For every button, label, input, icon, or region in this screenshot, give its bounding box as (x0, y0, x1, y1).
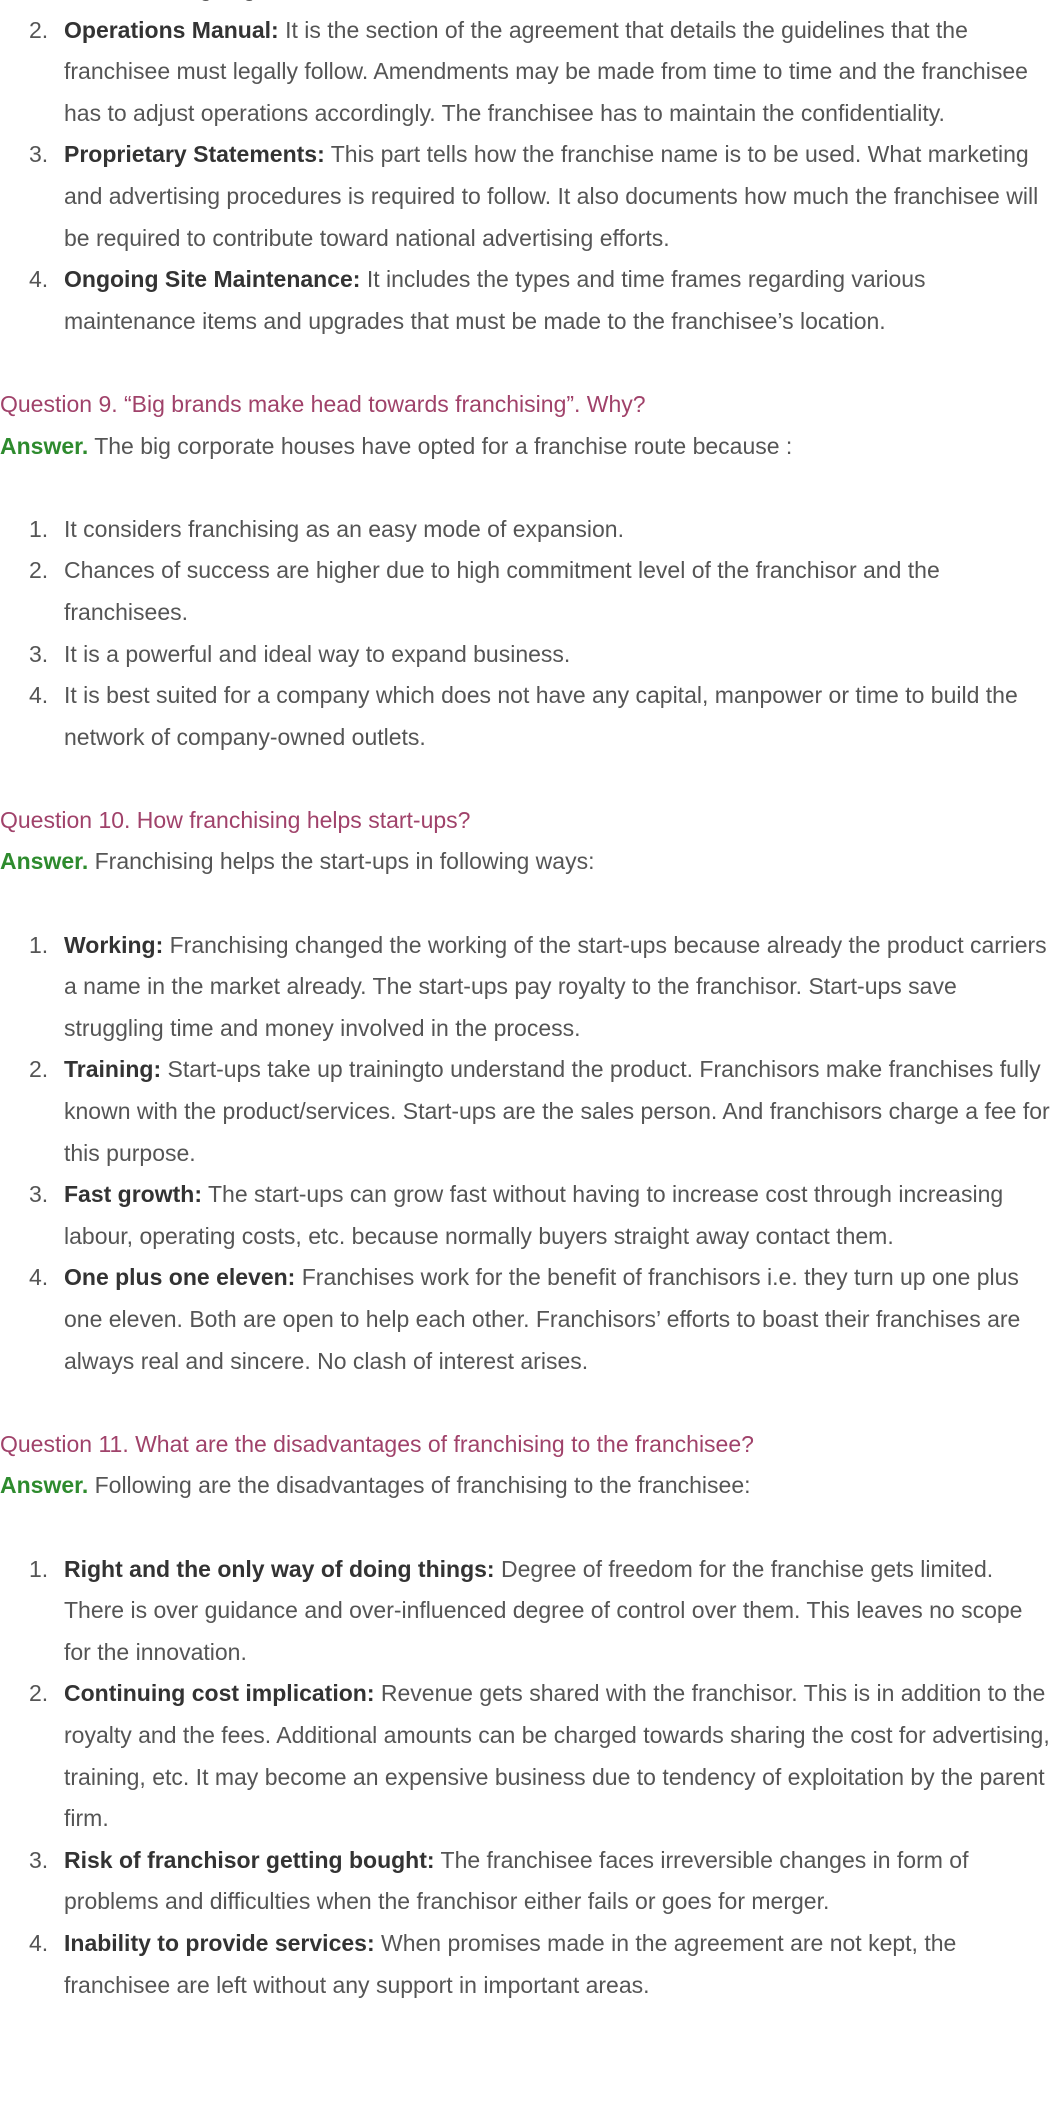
list-text: This part tells how the franchise name is to be used. What marketing and advertising procedures is required to follow. It also documents how much the franchisee will be required to contribute toward national advertising efforts. (64, 141, 1039, 251)
list-term: Right and the only way of doing things: (64, 1555, 495, 1582)
list-number: 1. (29, 515, 49, 542)
list-text: It is a powerful and ideal way to expand business. (64, 640, 571, 667)
answer-9-intro (0, 426, 1051, 468)
list-text: It considers franchising as an easy mode of expansion. (64, 515, 624, 542)
answer-text: The big corporate houses have opted for a franchise route because : (88, 432, 793, 459)
list-item (0, 1049, 1051, 1174)
list-text: Franchises work for the benefit of franchisors i.e. they turn up one plus one eleven. Both are open to help each other. Franchisors’ efforts to boast their franchises are always real and sincere. No clash of interest arises. (64, 1264, 1021, 1374)
list-number: 3. (29, 1181, 49, 1208)
list-number: 2. (29, 557, 49, 584)
answer-9-list (0, 509, 1051, 759)
list-item (0, 259, 1051, 342)
list-number: 4. (29, 266, 49, 293)
question-10-heading: Question 10. How franchising helps start-ups? (0, 806, 471, 833)
list-text: It includes the types and time frames regarding various maintenance items and upgrades that must be made to the franchisee’s location. (64, 266, 926, 334)
list-number: 4. (29, 682, 49, 709)
spacer (0, 1507, 1051, 1549)
list-item (0, 1257, 1051, 1382)
list-term: Continuing cost implication: (64, 1680, 375, 1707)
list-text: Chances of success are higher due to high commitment level of the franchisor and the franchisees. (64, 557, 940, 625)
answer-label: Answer. (0, 848, 89, 875)
list-item (0, 1840, 1051, 1923)
list-number: 2. (29, 1680, 49, 1707)
answer-label: Answer. (0, 432, 89, 459)
list-term: Operations Manual: (64, 16, 279, 43)
list-item (0, 634, 1051, 676)
list-term: Proprietary Statements: (64, 141, 325, 168)
list-number: 1. (29, 931, 49, 958)
answer-label: Answer. (0, 1472, 89, 1499)
answer-10-intro (0, 841, 1051, 883)
operations-list (0, 10, 1051, 343)
list-term: Risk of franchisor getting bought: (64, 1846, 435, 1873)
list-item (0, 1549, 1051, 1674)
list-text: Franchising changed the working of the start-ups because already the product carriers a name in the market already. The start-ups pay royalty to the franchisor. Start-ups save struggling time and money involved in the process. (64, 931, 1047, 1041)
answer-text: Following are the disadvantages of franchising to the franchisee: (88, 1472, 751, 1499)
list-term: One plus one eleven: (64, 1264, 296, 1291)
list-number: 2. (29, 16, 49, 43)
answer-10-list (0, 925, 1051, 1383)
list-item (0, 509, 1051, 551)
list-number: 3. (29, 1846, 49, 1873)
list-text: Degree of freedom for the franchise gets limited. There is over guidance and over-influenced degree of control over them. This leaves no scope for the innovation. (64, 1555, 1023, 1665)
list-item (0, 134, 1051, 259)
question-11-heading: Question 11. What are the disadvantages of franchising to the franchisee? (0, 1430, 754, 1457)
list-text: The start-ups can grow fast without having to increase cost through increasing labour, operating costs, etc. because normally buyers straight away contact them. (64, 1181, 1004, 1249)
list-number: 4. (29, 1264, 49, 1291)
list-number: 3. (29, 640, 49, 667)
spacer (0, 883, 1051, 925)
list-term: Training: (64, 1056, 162, 1083)
list-term: Working: (64, 931, 164, 958)
list-text: When promises made in the agreement are not kept, the franchisee are left without any support in important areas. (64, 1929, 957, 1998)
answer-text: Franchising helps the start-ups in following ways: (88, 848, 595, 875)
list-text: The franchisee faces irreversible changes in form of problems and difficulties when the franchisor either fails or goes for merger. (64, 1846, 969, 1915)
list-item (0, 675, 1051, 758)
list-item (0, 1923, 1051, 2006)
list-item (0, 1174, 1051, 1257)
list-item (0, 10, 1051, 135)
answer-11-list (0, 1549, 1051, 2007)
list-number: 3. (29, 141, 49, 168)
list-number: 4. (29, 1929, 49, 1956)
list-text: It is best suited for a company which does not have any capital, manpower or time to build the network of company-owned outlets. (64, 682, 1018, 750)
list-item (0, 925, 1051, 1050)
list-number: 2. (29, 1056, 49, 1083)
list-text: Start-ups take up trainingto understand the product. Franchisors make franchises fully known with the product/services. Start-ups are the sales person. And franchisors charge a fee for this purpose. (64, 1056, 1050, 1166)
answer-11-intro (0, 1465, 1051, 1507)
list-item (0, 1673, 1051, 1839)
list-text: Revenue gets shared with the franchisor. This is in addition to the royalty and the fees. Additional amounts can be charged towards sharing the cost for advertising, training, etc. It may become an expensive business due to tendency of exploitation by the parent firm. (64, 1680, 1050, 1832)
list-item (0, 550, 1051, 633)
spacer (0, 467, 1051, 509)
question-9-heading: Question 9. “Big brands make head towards franchising”. Why? (0, 390, 646, 417)
list-term: Ongoing Site Maintenance: (64, 266, 361, 293)
list-intro-tail (0, 0, 1051, 10)
list-term: Fast growth: (64, 1181, 202, 1208)
list-number: 1. (29, 1555, 49, 1582)
list-text: It is the section of the agreement that details the guidelines that the franchisee must legally follow. Amendments may be made from time to time and the franchisee has to adjust operations accordingly. The franchisee has to maintain the confidentiality. (64, 16, 1028, 126)
list-term: Inability to provide services: (64, 1929, 375, 1956)
